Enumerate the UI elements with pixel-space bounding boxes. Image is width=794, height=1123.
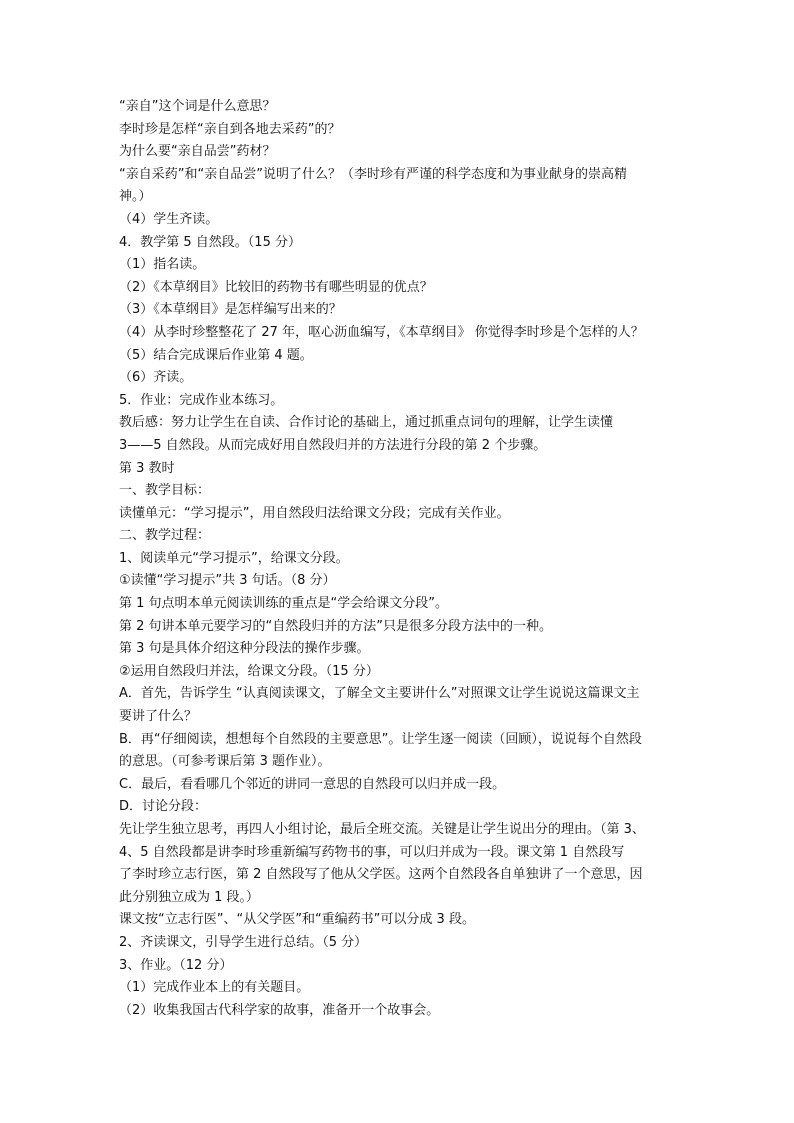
text-line: A．首先，告诉学生 “认真阅读课文，了解全文主要讲什么”对照课文让学生说说这篇课文主 [119, 686, 640, 702]
section-heading: 5．作业：完成作业本练习。 [119, 392, 284, 408]
text-line: 为什么要“亲自品尝”药材？ [119, 144, 276, 160]
lesson-heading: 第 3 教时 [119, 460, 175, 476]
document-page [119, 96, 679, 1022]
text-line: 3、作业。（12 分） [119, 957, 233, 973]
text-line: （5）结合完成课后作业第 4 题。 [119, 347, 313, 363]
text-line: 先让学生独立思考，再四人小组讨论，最后全班交流。关键是让学生说出分的理由。（第 3、 [119, 822, 645, 837]
text-line: ①读懂“学习提示”共 3 句话。（8 分） [119, 573, 336, 589]
text-line: 课文按“立志行医”、“从父学医”和“重编药书”可以分成 3 段。 [119, 912, 475, 928]
text-line: （6）齐读。 [119, 370, 193, 386]
text-line: 第 1 句点明本单元阅读训练的重点是“学会给课文分段”。 [119, 596, 449, 612]
text-line: 神。） [119, 189, 152, 205]
text-line: 4、5 自然段都是讲李时珍重新编写药物书的事，可以归并成为一段。课文第 1 自然段写 [119, 844, 625, 860]
text-line: D．讨论分段： [119, 799, 208, 815]
text-line: 教后感：努力让学生在自读、合作讨论的基础上，通过抓重点词句的理解，让学生读懂 [119, 415, 614, 431]
text-line: （3）《本草纲目》是怎样编写出来的？ [119, 302, 342, 318]
text-line: （4）学生齐读。 [119, 211, 219, 227]
text-line: 第 3 句是具体介绍这种分段法的操作步骤。 [119, 641, 370, 657]
text-line: 第 2 句讲本单元要学习的“自然段归并的方法”只是很多分段方法中的一种。 [119, 618, 553, 634]
text-line: 的意思。（可参考课后第 3 题作业）。 [119, 754, 331, 770]
text-line: 读懂单元：“学习提示”，用自然段归法给课文分段；完成有关作业。 [119, 505, 510, 521]
text-line: B．再“仔细阅读，想想每个自然段的主要意思”。让学生逐一阅读（回顾），说说每个自然段 [119, 731, 642, 747]
text-line: （1）指名读。 [119, 257, 206, 273]
section-heading: 二、教学过程： [119, 528, 211, 544]
text-line: （2）《本草纲目》比较旧的药物书有哪些明显的优点？ [119, 279, 433, 295]
text-line: C．最后，看看哪几个邻近的讲同一意思的自然段可以归并成一段。 [119, 776, 506, 792]
text-line: 此分别独立成为 1 段。） [119, 889, 260, 905]
text-line: （4）从李时珍整整花了 27 年，呕心沥血编写，《本草纲目》 你觉得李时珍是个怎样的人？ [119, 324, 644, 340]
text-line: 3——5 自然段。从而完成好用自然段归并的方法进行分段的第 2 个步骤。 [119, 437, 547, 453]
text-line: ②运用自然段归并法，给课文分段。（15 分） [119, 663, 379, 679]
text-line: “亲自”这个词是什么意思？ [119, 99, 276, 114]
text-line: 李时珍是怎样“亲自到各地去采药”的？ [119, 121, 341, 137]
text-line: 2、齐读课文，引导学生进行总结。（5 分） [119, 934, 368, 950]
text-line: 要讲了什么？ [119, 709, 198, 725]
text-line: （2）收集我国古代科学家的故事，准备开一个故事会。 [119, 1002, 440, 1018]
section-heading: 4．教学第 5 自然段。（15 分） [119, 234, 301, 250]
text-line: “亲自采药”和“亲自品尝”说明了什么？（李时珍有严谨的科学态度和为事业献身的崇高精 [119, 166, 627, 182]
text-line: （1）完成作业本上的有关题目。 [119, 980, 310, 996]
text-line: 了李时珍立志行医，第 2 自然段写了他从父学医。这两个自然段各自单独讲了一个意思，因 [119, 867, 643, 883]
text-line: 1、阅读单元“学习提示”，给课文分段。 [119, 550, 349, 566]
section-heading: 一、教学目标： [119, 483, 211, 499]
